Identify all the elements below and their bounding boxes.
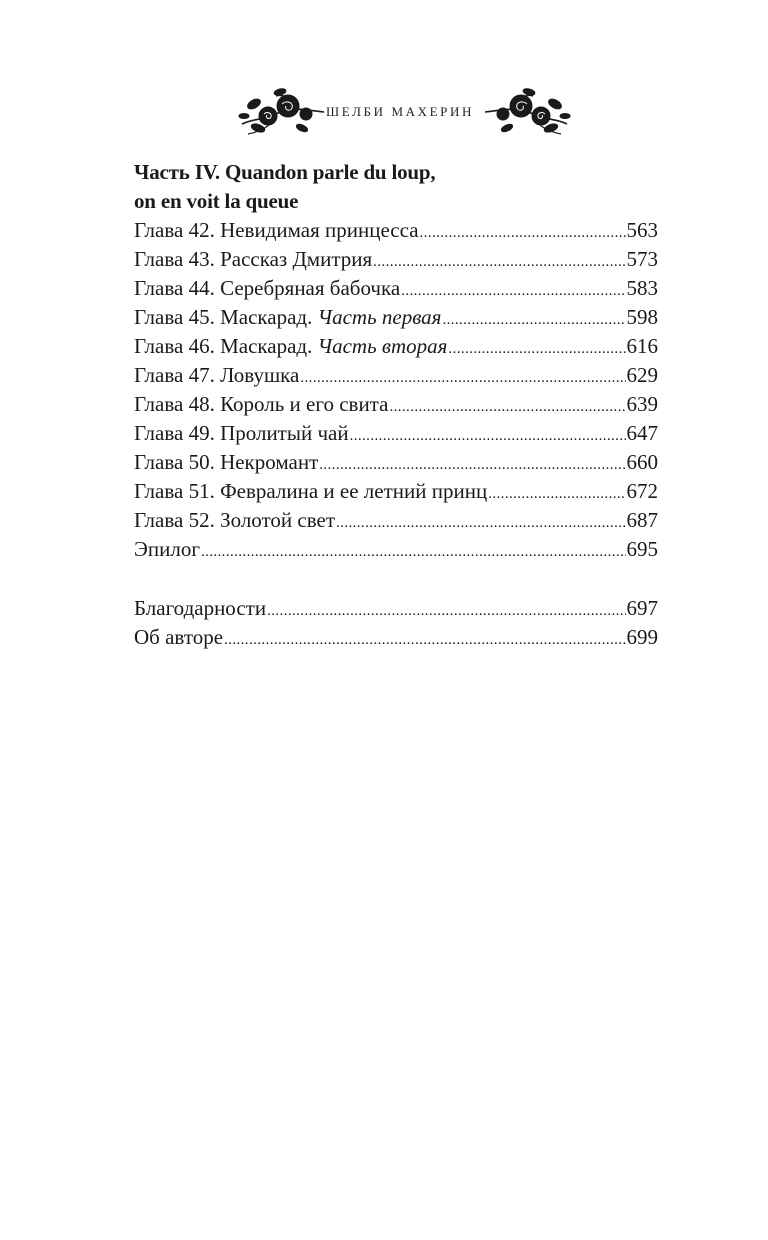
toc-entry[interactable]	[134, 274, 658, 303]
toc-entry[interactable]	[134, 361, 658, 390]
table-of-contents	[134, 158, 658, 652]
toc-entry-page: 647	[626, 421, 658, 445]
toc-entry-page: 616	[626, 334, 658, 358]
dot-leader	[224, 626, 625, 655]
toc-entry-label: Глава 51. Февралина и ее летний принц	[134, 479, 488, 503]
dot-leader	[442, 306, 625, 335]
toc-entry-label: Глава 50. Некромант	[134, 450, 319, 474]
dot-leader	[336, 509, 625, 538]
toc-entry[interactable]	[134, 216, 658, 245]
dot-leader	[267, 597, 625, 626]
toc-entry-page: 697	[626, 596, 658, 620]
toc-entry-label: Глава 44. Серебряная бабочка	[134, 276, 401, 300]
dot-leader	[389, 393, 625, 422]
toc-entry-label: Глава 52. Золотой свет	[134, 508, 336, 532]
toc-entry[interactable]	[134, 303, 658, 332]
toc-entry-label: Глава 45. Маскарад. Часть первая	[134, 305, 442, 329]
toc-entry[interactable]	[134, 477, 658, 506]
toc-entry[interactable]	[134, 390, 658, 419]
toc-entry-label: Глава 43. Рассказ Дмитрия	[134, 247, 373, 271]
toc-entry-label: Глава 47. Ловушка	[134, 363, 300, 387]
dot-leader	[448, 335, 625, 364]
toc-entry-label: Глава 48. Король и его свита	[134, 392, 389, 416]
dot-leader	[373, 248, 625, 277]
back-matter-list	[134, 594, 658, 652]
toc-entry-label: Об авторе	[134, 625, 224, 649]
toc-entry-label: Глава 49. Пролитый чай	[134, 421, 349, 445]
toc-entry-page: 598	[626, 305, 658, 329]
running-header	[0, 84, 768, 140]
toc-entry-page: 660	[626, 450, 658, 474]
part-title	[134, 158, 658, 216]
toc-entry-page: 573	[626, 247, 658, 271]
dot-leader	[300, 364, 625, 393]
chapter-list	[134, 216, 658, 564]
toc-entry[interactable]	[134, 448, 658, 477]
toc-entry-page: 672	[626, 479, 658, 503]
toc-entry-label: Благодарности	[134, 596, 267, 620]
toc-entry[interactable]	[134, 419, 658, 448]
part-title-line: Часть IV. Quandon parle du loup,	[134, 160, 436, 184]
part-title-line: on en voit la queue	[134, 189, 299, 213]
toc-entry-page: 687	[626, 508, 658, 532]
toc-entry-page: 639	[626, 392, 658, 416]
toc-entry-page: 629	[626, 363, 658, 387]
author-name: ШЕЛБИ МАХЕРИН	[326, 104, 474, 119]
toc-entry[interactable]	[134, 506, 658, 535]
toc-entry[interactable]	[134, 623, 658, 652]
dot-leader	[201, 538, 626, 567]
dot-leader	[319, 451, 625, 480]
dot-leader	[488, 480, 625, 509]
dot-leader	[350, 422, 626, 451]
toc-entry[interactable]	[134, 245, 658, 274]
toc-entry[interactable]	[134, 332, 658, 361]
dot-leader	[401, 277, 625, 306]
dot-leader	[420, 219, 626, 248]
rose-ornament-icon	[481, 84, 573, 140]
toc-entry-page: 583	[626, 276, 658, 300]
toc-entry-label: Глава 42. Невидимая принцесса	[134, 218, 419, 242]
toc-entry-page: 563	[626, 218, 658, 242]
toc-entry-label: Глава 46. Маскарад. Часть вторая	[134, 334, 448, 358]
rose-ornament-icon	[236, 84, 328, 140]
toc-entry-label: Эпилог	[134, 537, 200, 561]
toc-entry[interactable]	[134, 594, 658, 623]
toc-entry-page: 695	[626, 537, 658, 561]
toc-entry-page: 699	[626, 625, 658, 649]
section-spacer	[134, 564, 658, 594]
toc-entry[interactable]	[134, 535, 658, 564]
